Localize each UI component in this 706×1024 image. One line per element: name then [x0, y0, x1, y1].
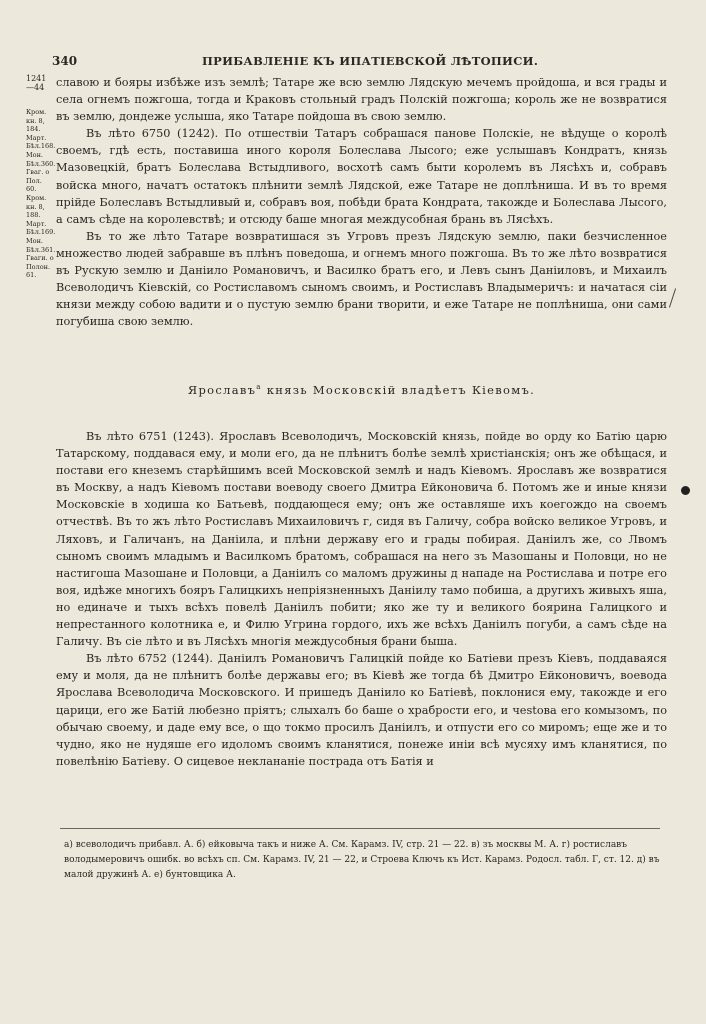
paragraph-6752: Въ лѣто 6752 (1244). Даніилъ Романовичъ Галицкій пойде ко Батіеви презъ Кіевъ, поддаваяся ему и моля, да не плѣнитъ болѣе державы его; въ Кіевѣ же тогда бѣ Дмитро Ейконовичъ, воевода Ярослава Всеволодича Московского. И пришедъ Даніило ко Батіевѣ, поклонися ему, такожде и его царици, его же Батій любезно пріятъ; слыхалъ бо баше о храбрости его, и чestова его комызомъ, по обычаю своему, и даде ему все, о що токмо просилъ Даніилъ, и отпусти его со миромъ; еще же и то чудно, яко не нудяше его идоломъ своимъ кланятися, понеже иніи всѣ мусяху имъ кланятися, по повелѣнію Батіеву. О сицевое неклананіе пострада отъ Батія и — [56, 652, 667, 768]
ink-blot — [681, 486, 690, 495]
section-heading — [56, 383, 667, 397]
margin-notes — [26, 74, 54, 280]
paragraph-continuation: славою и бояры избѣже изъ землѣ; Татаре же всю землю Лядскую мечемъ пройдоша, и вся грады и села огнемъ пожгоша, тогда и Краковъ стольный градъ Полскій пожгоша; король же не возвратися въ землю, дондеже услыша, яко Татаре пойдоша въ свою землю. — [56, 76, 667, 124]
pencil-mark — [669, 288, 676, 307]
heading-text: Ярославъ — [187, 383, 257, 397]
footnote-rule — [60, 828, 660, 829]
paragraph-6751: Въ лѣто 6751 (1243). Ярославъ Всеволодичъ, Московскій князь, пойде во орду ко Батію царю Татарскому, поддавася ему, и моли его, да не плѣнитъ болѣе землѣ христіанскія; онъ же обѣщася, и постави его кнеземъ старѣйшимъ всей Московской землѣ и надъ Кіевомъ. Ярославъ же возвратися въ Москву, а надъ Кіевомъ постави воеводу своего Дмитра Ейконовича б. Потомъ же и иные князи Московскіе в ходиша ко Батьевѣ, поддающеся ему; онъ же оставляше ихъ коегождо на своемъ отчествѣ. Въ то жъ лѣто Ростиславъ Михаиловичъ г, сидя въ Галичу, собра войско великое Угровъ, и Ляховъ, и Галичанъ, на Даніила, и плѣни державу его и грады побирая. Даніилъ же, со Лвомъ сыномъ своимъ младымъ и Василкомъ братомъ, собрашася на него зъ Мазошаны и Половци, но не настигоша Мазошане и Половци, а Даніилъ со маломъ дружины д нападе на Ростислава и потре его воя, идѣже многихъ бояръ Галицкихъ непріязненныхъ Даніилу тамо побиша, а другихъ живыхъ яша, но единаче и тыхъ всѣхъ повелѣ Даніилъ побити; яко же ту и великого боярина Галицкого и непрестанного колотника е, и Филю Угрина гордого, ихъ же всѣхъ Даніилъ погуби, а самъ сѣде на Галичу. Въ сіе лѣто и въ Лясѣхъ многія междусобныя брани быша. — [56, 430, 667, 649]
body-text-bottom — [56, 428, 667, 770]
page-number: 340 — [52, 54, 78, 68]
footnotes: а) всеволодичъ прибавл. А. б) ейковыча такъ и ниже А. См. Карамз. IV, стр. 21 — 22. в) зъ москвы М. А. г) ростиславъ володымеровичъ ошибк. во всѣхъ сп. См. Карамз. IV, 21 — 22, и Строева Ключъ къ Ист. Карамз. Родосл. табл. Г, ст. 12. д) въ малой дружинѣ А. е) бунтовщика А. — [64, 840, 660, 880]
heading-text-rest: князь Московскій владѣетъ Кіевомъ. — [261, 383, 536, 397]
page-header — [52, 54, 662, 70]
running-title: ПРИБАВЛЕНІЕ КЪ ИПАТІЕВСКОЙ ЛѢТОПИСИ. — [202, 54, 539, 68]
heading-footnote-mark: а — [256, 383, 262, 392]
paragraph-6750: Въ лѣто 6750 (1242). По отшествіи Татаръ собрашася панове Полскіе, не вѣдуще о королѣ своемъ, гдѣ есть, поставиша иного короля Болеслава Лысого; еже услышавъ Кондратъ, князь Мазовецкій, братъ Болеслава Встыдливого, восхотѣ самъ быти королемъ въ Лясѣхъ и, собравъ войска много, начатъ остатокъ плѣнити землѣ Лядской, еже Татаре не доплѣниша. И въ то время прійде Болеславъ Встыдливый и, собравъ воя, побѣди брата Кондрата, такожде и Болеслава Лысого, а самъ сѣде на королевствѣ; и отсюду баше многая междусобная брань въ Лясѣхъ. — [56, 127, 667, 226]
margin-references: Кром. кн. 8, 184. Март. Бѣл.168. Мон. Бѣл.360. Гваг. о Пол. 60. Кром. кн. 8, 188. Март. Бѣл.169. Мон. Бѣл.361. Гваги. о Полон. 61. — [26, 108, 56, 280]
body-text-top — [56, 74, 667, 330]
margin-years: 1241 —44 — [26, 74, 47, 92]
paragraph-tatars-return: Въ то же лѣто Татаре возвратишася зъ Угровъ презъ Лядскую землю, паки безчисленное множество людей забравше въ плѣнъ поведоша, и огнемъ много пожгоша. Въ то же лѣто возвратися въ Рускую землю и Даніило Романовичъ, и Василко братъ его, и Левъ сынъ Даніиловъ, и Михаилъ Всеволодичъ Кіевскій, со Ростиславомъ сыномъ своимъ, и Ростиславъ Владымеричъ: и начатася сіи князи между собою вадити и о пустую землю брани творити, и еже Татаре не поплѣниша, они сами погубиша свою землю. — [56, 229, 667, 329]
